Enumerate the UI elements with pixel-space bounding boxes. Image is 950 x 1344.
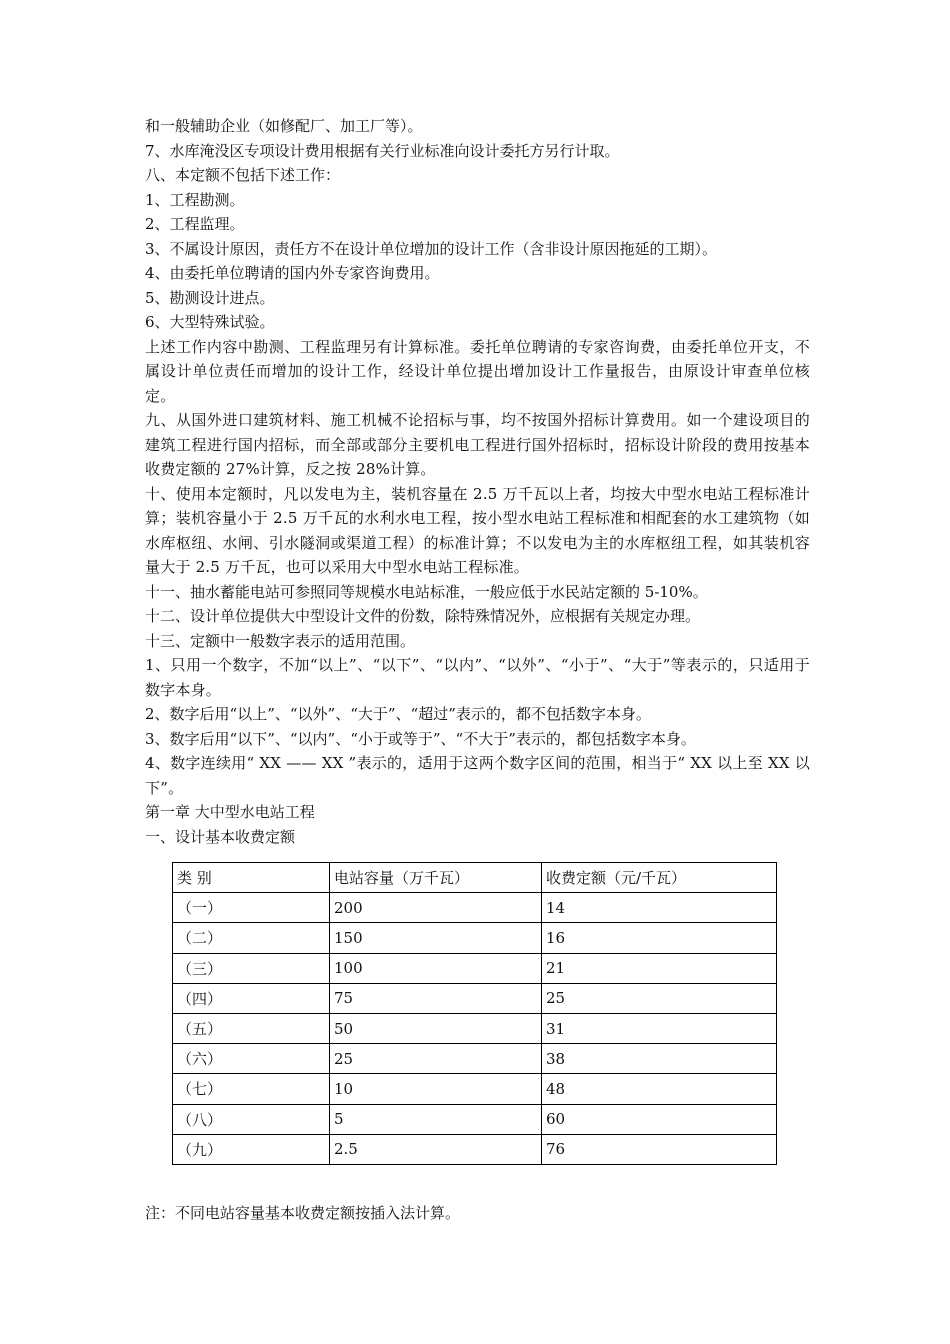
table-row xyxy=(173,953,777,983)
cell-category: （四） xyxy=(173,983,330,1013)
cell-fee: 14 xyxy=(542,893,777,923)
cell-capacity: 10 xyxy=(330,1074,542,1104)
paragraph-thirteen: 十三、定额中一般数字表示的适用范围。 xyxy=(145,631,416,650)
cell-category: （三） xyxy=(173,953,330,983)
cell-capacity: 150 xyxy=(330,923,542,953)
paragraph-eleven: 十一、抽水蓄能电站可参照同等规模水电站标准，一般应低于水民站定额的 5-10%。 xyxy=(145,582,708,601)
number-rule-2: 2、数字后用“以上”、“以外”、“大于”、“超过”表示的，都不包括数字本身。 xyxy=(145,705,651,723)
cell-capacity: 5 xyxy=(330,1104,542,1134)
fee-table xyxy=(172,862,777,1165)
paragraph-ten: 十、使用本定额时，凡以发电为主，装机容量在 2.5 万千瓦以上者，均按大中型水电站工程标准计算；装机容量小于 2.5 万千瓦的水利水电工程，按小型水电站工程标准和相配套的水工建筑物（如水库枢纽、水闸、引水隧洞或渠道工程）的标准计算；不以发电为主的水库枢纽工程，如其装机容量大于 2.5 万千瓦，也可以采用大中型水电站工程标准。 xyxy=(145,484,810,576)
header-fee: 收费定额（元/千瓦） xyxy=(542,863,777,893)
list-item: 1、工程勘测。 xyxy=(145,190,245,209)
cell-fee: 60 xyxy=(542,1104,777,1134)
header-category: 类 别 xyxy=(173,863,330,893)
table-header-row xyxy=(173,863,777,893)
table-row xyxy=(173,1134,777,1164)
cell-capacity: 200 xyxy=(330,893,542,923)
paragraph-twelve: 十二、设计单位提供大中型设计文件的份数，除特殊情况外，应根据有关规定办理。 xyxy=(145,607,701,625)
cell-fee: 31 xyxy=(542,1013,777,1043)
cell-category: （九） xyxy=(173,1134,330,1164)
table-row xyxy=(173,893,777,923)
text-line: 7、水库淹没区专项设计费用根据有关行业标准向设计委托方另行计取。 xyxy=(145,141,620,160)
cell-capacity: 2.5 xyxy=(330,1134,542,1164)
table-row xyxy=(173,1044,777,1074)
number-rule-1: 1、只用一个数字，不加“以上”、“以下”、“以内”、“以外”、“小于”、“大于”等表示的，只适用于数字本身。 xyxy=(145,656,810,699)
table-row xyxy=(173,1074,777,1104)
cell-fee: 25 xyxy=(542,983,777,1013)
list-item: 5、勘测设计进点。 xyxy=(145,288,275,307)
cell-category: （一） xyxy=(173,893,330,923)
paragraph-nine: 九、从国外进口建筑材料、施工机械不论招标与事，均不按国外招标计算费用。如一个建设项目的建筑工程进行国内招标，而全部或部分主要机电工程进行国外招标时，招标设计阶段的费用按基本收费定额的 27%计算，反之按 28%计算。 xyxy=(145,411,810,478)
cell-fee: 48 xyxy=(542,1074,777,1104)
cell-capacity: 75 xyxy=(330,983,542,1013)
table-row xyxy=(173,983,777,1013)
body-text xyxy=(145,114,810,849)
cell-category: （八） xyxy=(173,1104,330,1134)
cell-fee: 16 xyxy=(542,923,777,953)
cell-category: （二） xyxy=(173,923,330,953)
list-item: 3、不属设计原因，责任方不在设计单位增加的设计工作（含非设计原因拖延的工期）。 xyxy=(145,239,718,258)
cell-category: （七） xyxy=(173,1074,330,1104)
cell-fee: 38 xyxy=(542,1044,777,1074)
table-note: 注：不同电站容量基本收费定额按插入法计算。 xyxy=(145,1204,461,1222)
cell-fee: 21 xyxy=(542,953,777,983)
number-rule-4: 4、数字连续用“ XX —— XX ”表示的，适用于这两个数字区间的范围，相当于“ XX 以上至 XX 以下”。 xyxy=(145,754,810,797)
cell-category: （六） xyxy=(173,1044,330,1074)
cell-capacity: 25 xyxy=(330,1044,542,1074)
cell-fee: 76 xyxy=(542,1134,777,1164)
number-rule-3: 3、数字后用“以下”、“以内”、“小于或等于”、“不大于”表示的，都包括数字本身。 xyxy=(145,729,696,748)
cell-capacity: 50 xyxy=(330,1013,542,1043)
table-row xyxy=(173,1013,777,1043)
table-row xyxy=(173,1104,777,1134)
section-heading-eight: 八、本定额不包括下述工作： xyxy=(145,166,341,184)
list-item: 6、大型特殊试验。 xyxy=(145,313,275,331)
paragraph-survey: 上述工作内容中勘测、工程监理另有计算标准。委托单位聘请的专家咨询费，由委托单位开支，不属设计单位责任而增加的设计工作，经设计单位提出增加设计工作量报告，由原设计审查单位核定。 xyxy=(145,337,810,405)
list-item: 4、由委托单位聘请的国内外专家咨询费用。 xyxy=(145,264,440,282)
cell-category: （五） xyxy=(173,1013,330,1043)
section-title: 一、设计基本收费定额 xyxy=(145,827,296,846)
chapter-title: 第一章 大中型水电站工程 xyxy=(145,803,315,821)
list-item: 2、工程监理。 xyxy=(145,215,245,233)
table-row xyxy=(173,923,777,953)
header-capacity: 电站容量（万千瓦） xyxy=(330,863,542,893)
text-line: 和一般辅助企业（如修配厂、加工厂等）。 xyxy=(145,117,423,135)
cell-capacity: 100 xyxy=(330,953,542,983)
